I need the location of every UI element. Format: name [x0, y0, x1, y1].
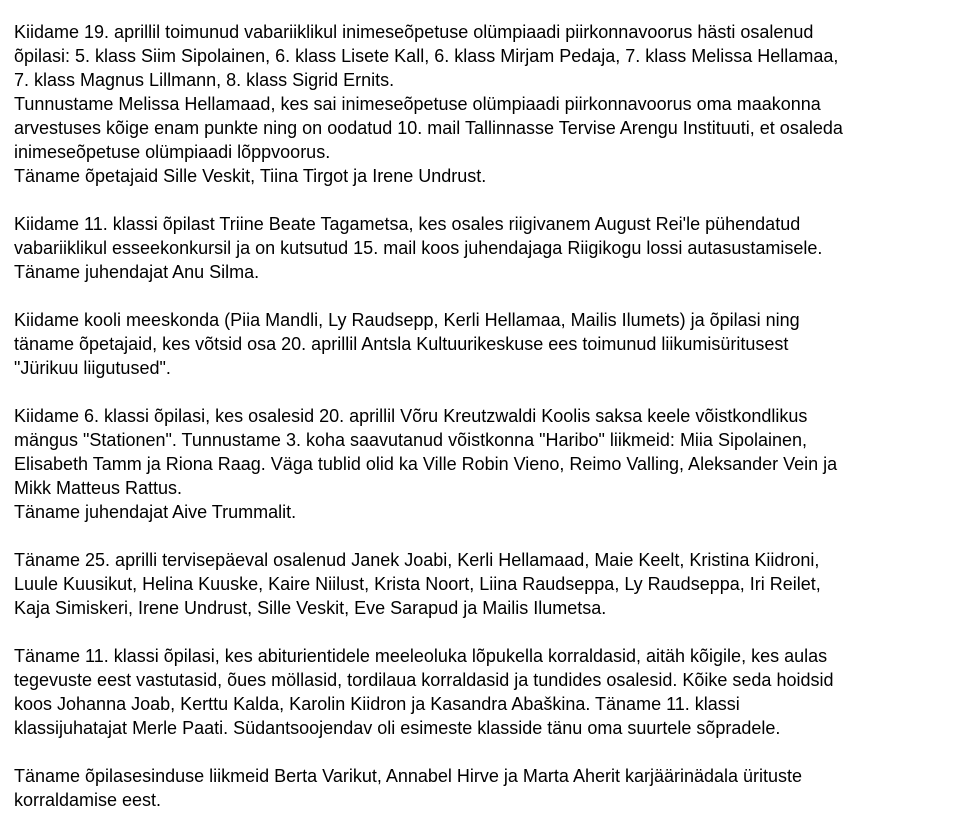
text-line: Täname õpetajaid Sille Veskit, Tiina Tirgot ja Irene Undrust. — [14, 166, 487, 186]
text-line: koos Johanna Joab, Kerttu Kalda, Karolin Kiidron ja Kasandra Abaškina. Täname 11. klassi — [14, 694, 740, 714]
paragraph-student-council — [14, 764, 976, 812]
text-line: arvestuses kõige enam punkte ning on oodatud 10. mail Tallinnasse Tervise Arengu Instituuti, et osaleda — [14, 118, 843, 138]
text-line: Kiidame 6. klassi õpilasi, kes osalesid 20. aprillil Võru Kreutzwaldi Koolis saksa keele võistkondlikus — [14, 406, 808, 426]
text-line: Täname õpilasesinduse liikmeid Berta Varikut, Annabel Hirve ja Marta Aherit karjäärinädala ürituste — [14, 766, 803, 786]
paragraph-last-bell — [14, 644, 976, 740]
text-line: tegevuste eest vastutasid, õues möllasid, tordilaua korraldasid ja tundides osalesid. Kõike seda hoidsid — [14, 670, 834, 690]
text-line: Elisabeth Tamm ja Riona Raag. Väga tublid olid ka Ville Robin Vieno, Reimo Valling, Aleksander Vein ja — [14, 454, 838, 474]
paragraph-olympiad — [14, 20, 976, 188]
paragraph-school-team — [14, 308, 976, 380]
text-line: Täname 25. aprilli tervisepäeval osalenud Janek Joabi, Kerli Hellamaad, Maie Keelt, Kristina Kiidroni, — [14, 550, 820, 570]
announcement-text — [14, 20, 976, 812]
paragraph-german-game — [14, 404, 976, 524]
paragraph-essay-contest — [14, 212, 976, 284]
text-line: inimeseõpetuse olümpiaadi lõppvoorus. — [14, 142, 331, 162]
text-line: Tunnustame Melissa Hellamaad, kes sai inimeseõpetuse olümpiaadi piirkonnavoorus oma maakonna — [14, 94, 821, 114]
text-line: Kaja Simiskeri, Irene Undrust, Sille Veskit, Eve Sarapud ja Mailis Ilumetsa. — [14, 598, 607, 618]
text-line: "Jürikuu liigutused". — [14, 358, 171, 378]
text-line: õpilasi: 5. klass Siim Sipolainen, 6. klass Lisete Kall, 6. klass Mirjam Pedaja, 7. klass Melissa Hellamaa, — [14, 46, 839, 66]
text-line: Täname juhendajat Anu Silma. — [14, 262, 260, 282]
text-line: korraldamise eest. — [14, 790, 162, 810]
text-line: 7. klass Magnus Lillmann, 8. klass Sigrid Ernits. — [14, 70, 395, 90]
text-line: mängus "Stationen". Tunnustame 3. koha saavutanud võistkonna "Haribo" liikmeid: Miia Sipolainen, — [14, 430, 808, 450]
text-line: Kiidame kooli meeskonda (Piia Mandli, Ly Raudsepp, Kerli Hellamaa, Mailis Ilumets) ja õpilasi ning — [14, 310, 800, 330]
text-line: vabariiklikul esseekonkursil ja on kutsutud 15. mail koos juhendajaga Riigikogu lossi autasustamisele. — [14, 238, 823, 258]
text-line: klassijuhatajat Merle Paati. Südantsoojendav oli esimeste klasside tänu oma suurtele sõpradele. — [14, 718, 781, 738]
text-line: Kiidame 11. klassi õpilast Triine Beate Tagametsa, kes osales riigivanem August Rei'le pühendatud — [14, 214, 801, 234]
text-line: Täname juhendajat Aive Trummalit. — [14, 502, 297, 522]
text-line: Mikk Matteus Rattus. — [14, 478, 183, 498]
text-line: täname õpetajaid, kes võtsid osa 20. aprillil Antsla Kultuurikeskuse ees toimunud liikumisüritusest — [14, 334, 789, 354]
paragraph-health-day — [14, 548, 976, 620]
text-line: Luule Kuusikut, Helina Kuuske, Kaire Niilust, Krista Noort, Liina Raudseppa, Ly Raudseppa, Iri Reilet, — [14, 574, 821, 594]
text-line: Täname 11. klassi õpilasi, kes abiturientidele meeleoluka lõpukella korraldasid, aitäh kõigile, kes aulas — [14, 646, 828, 666]
text-line: Kiidame 19. aprillil toimunud vabariiklikul inimeseõpetuse olümpiaadi piirkonnavoorus hästi osalenud — [14, 22, 814, 42]
